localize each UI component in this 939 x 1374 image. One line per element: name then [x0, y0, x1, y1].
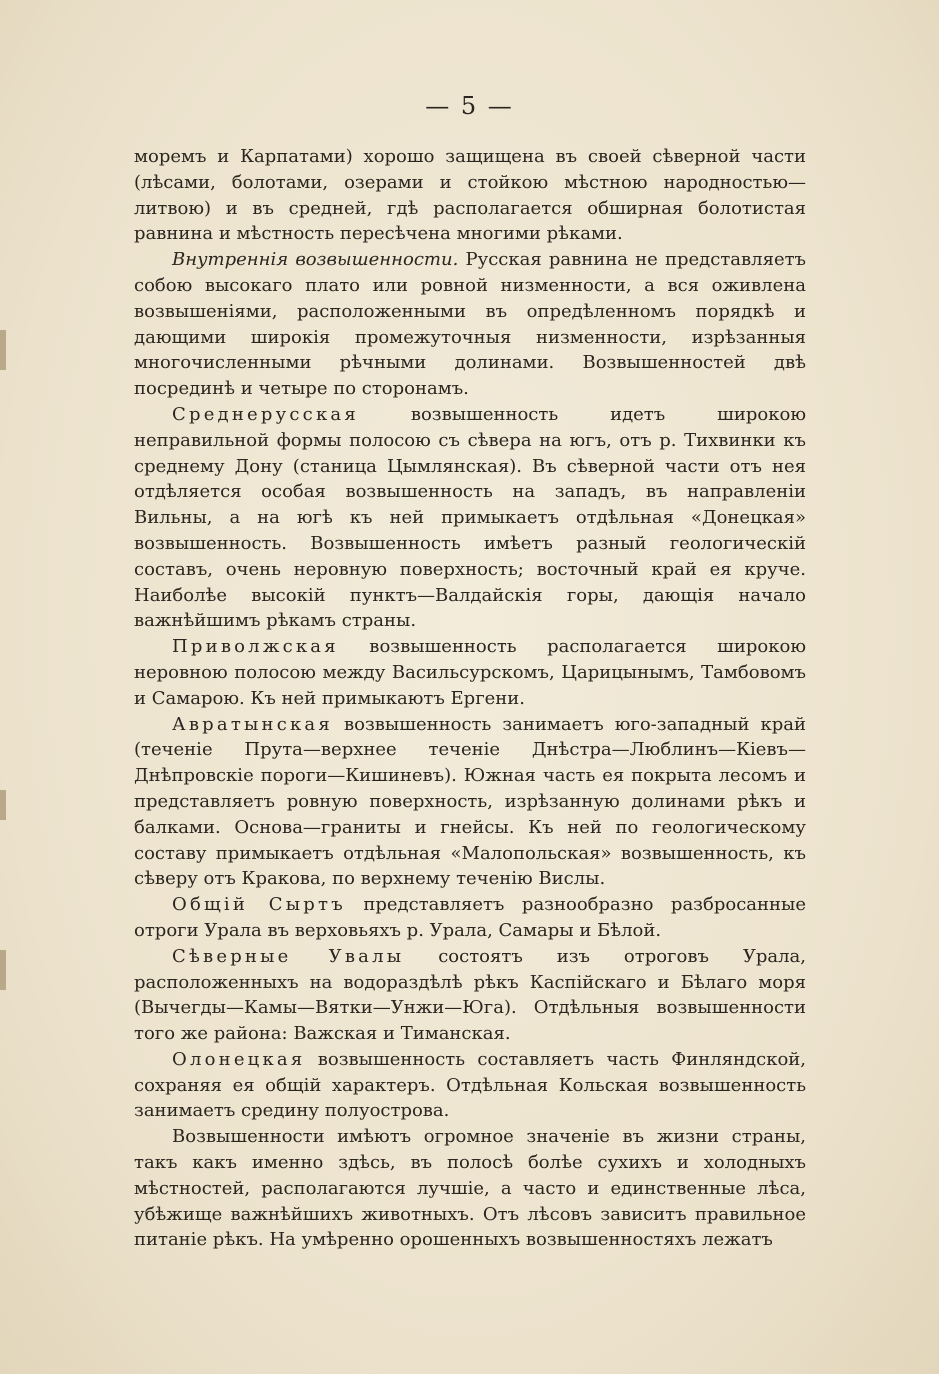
paragraph — [134, 1047, 806, 1124]
paragraph-text: возвышенность составляетъ часть Финляндской, сохраняя ея общій характеръ. Отдѣльная Кольская возвышенность занимаетъ средину полуострова. — [134, 1048, 806, 1122]
paragraph — [134, 634, 806, 711]
page-edge-mark — [0, 950, 6, 990]
paragraph-text: возвышенность располагается широкою неровною полосою между Васильсурскомъ, Царицынымъ, Тамбовомъ и Самарою. Къ ней примыкаютъ Ергени. — [134, 636, 806, 709]
paragraph-lead: Внутреннія возвышенности. — [172, 249, 459, 271]
paragraph-lead: Общій Сыртъ — [172, 894, 346, 916]
paragraph-lead: Приволжская — [172, 636, 339, 658]
paragraph-text: представляетъ разнообразно разбросанные отроги Урала въ верховьяхъ р. Урала, Самары и Бѣлой. — [134, 894, 806, 941]
paragraph — [134, 144, 806, 247]
paragraph-text: моремъ и Карпатами) хорошо защищена въ своей сѣверной части (лѣсами, болотами, озерами и стойкою мѣстною народностью—литвою) и въ средней, гдѣ располагается обширная болотистая равнина и мѣстность пересѣчена многими рѣками. — [134, 146, 806, 245]
paragraph-text: Возвышенности имѣютъ огромное значеніе въ жизни страны, такъ какъ именно здѣсь, въ полосѣ болѣе сухихъ и холодныхъ мѣстностей, располагаются лучшіе, а часто и единственные лѣса, убѣжище важнѣйшихъ животныхъ. Отъ лѣсовъ зависитъ правильное питаніе рѣкъ. На умѣренно орошенныхъ возвышенностяхъ лежатъ — [134, 1126, 806, 1251]
body-text — [134, 144, 806, 1253]
paragraph-text: возвышенность идетъ широкою неправильной формы полосою съ сѣвера на югъ, отъ р. Тихвинки къ среднему Дону (станица Цымлянская). Въ сѣверной части отъ нея отдѣляется особая возвышенность на западъ, въ направленіи Вильны, а на югѣ къ ней примыкаетъ отдѣльная «Донецкая» возвышенность. Возвышенность имѣетъ разный геологическій составъ, очень неровную поверхность; восточный край ея круче. Наиболѣе высокій пунктъ—Валдайскія горы, дающія начало важнѣйшимъ рѣкамъ страны. — [134, 403, 806, 632]
paragraph — [134, 402, 806, 634]
paragraph — [134, 712, 806, 893]
paragraph-lead: Авратынская — [172, 713, 333, 735]
page-edge-mark — [0, 330, 6, 370]
page-edge-mark — [0, 790, 6, 820]
page-number: — 5 — — [425, 92, 514, 120]
paragraph — [134, 1124, 806, 1253]
paragraph-text: возвышенность занимаетъ юго-западный край (теченіе Прута—верхнее теченіе Днѣстра—Люблинъ—Кіевъ—Днѣпровскіе пороги—Кишиневъ). Южная часть ея покрыта лесомъ и представляетъ ровную поверхность, изрѣзанную долинами рѣкъ и балками. Основа—граниты и гнейсы. Къ ней по геологическому составу примыкаетъ отдѣльная «Малопольская» возвышенность, къ сѣверу отъ Кракова, по верхнему теченію Вислы. — [134, 713, 806, 890]
paragraph-lead: Среднерусская — [172, 403, 359, 425]
paragraph — [134, 892, 806, 944]
paragraph-lead: Сѣверные Увалы — [172, 945, 405, 967]
paragraph — [134, 944, 806, 1047]
paragraph — [134, 247, 806, 402]
paragraph-text: состоятъ изъ отроговъ Урала, расположенныхъ на водораздѣлѣ рѣкъ Каспійскаго и Бѣлаго моря (Вычегды—Камы—Вятки—Унжи—Юга). Отдѣльныя возвышенности того же района: Важская и Тиманская. — [134, 945, 806, 1045]
paragraph-text: Русская равнина не представляетъ собою высокаго плато или ровной низменности, а вся оживлена возвышеніями, расположенными въ опредѣленномъ порядкѣ и дающими широкія промежуточныя низменности, изрѣзанныя многочисленными рѣчными долинами. Возвышенностей двѣ посрединѣ и четыре по сторонамъ. — [134, 249, 806, 400]
paragraph-lead: Олонецкая — [172, 1048, 306, 1070]
